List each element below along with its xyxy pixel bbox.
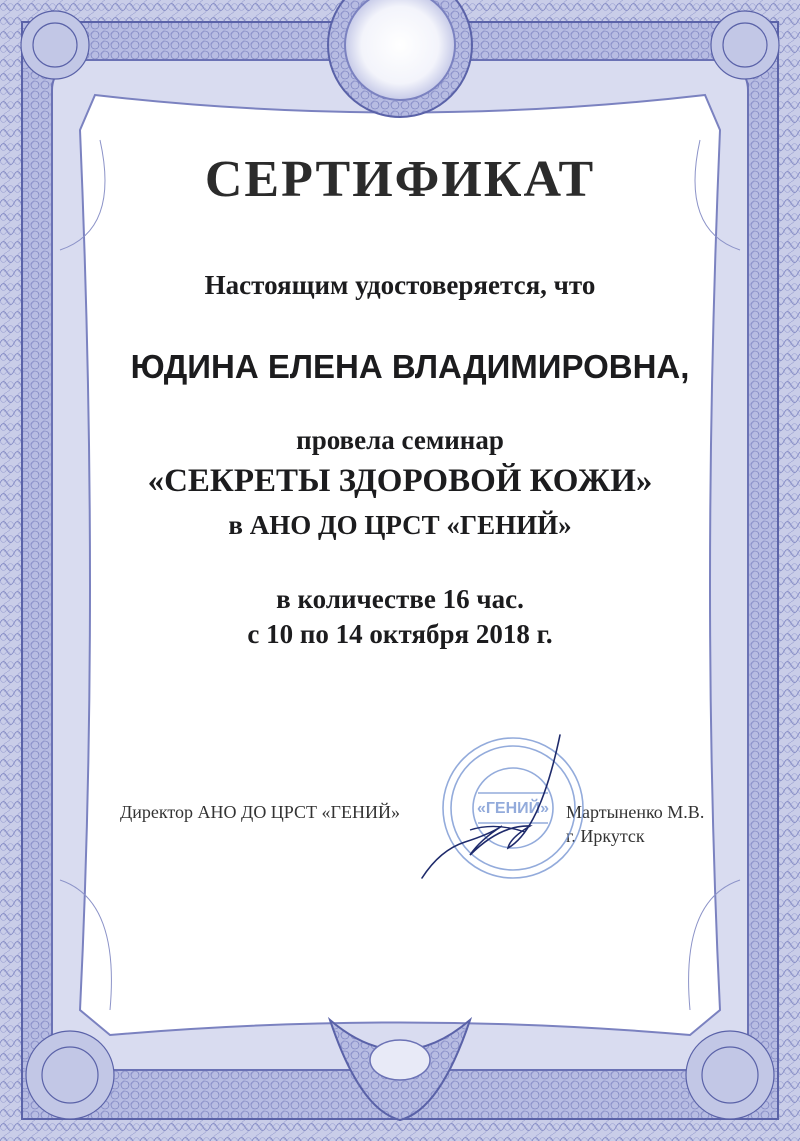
svg-text:«ГЕНИЙ»: «ГЕНИЙ» bbox=[476, 800, 550, 817]
action-text: провела семинар bbox=[296, 425, 504, 455]
signature-scribble bbox=[410, 730, 580, 890]
intro-text: Настоящим удостоверяется, что bbox=[204, 270, 596, 300]
dates-text: с 10 по 14 октября 2018 г. bbox=[247, 619, 553, 649]
organization-text: в АНО ДО ЦРСТ «ГЕНИЙ» bbox=[228, 510, 572, 540]
city-text: г. Иркутск bbox=[566, 826, 645, 846]
director-name: Мартыненко М.В. bbox=[566, 802, 705, 822]
seminar-topic: «СЕКРЕТЫ ЗДОРОВОЙ КОЖИ» bbox=[147, 463, 653, 499]
director-role: Директор АНО ДО ЦРСТ «ГЕНИЙ» bbox=[120, 802, 400, 822]
recipient-name: ЮДИНА ЕЛЕНА ВЛАДИМИРОВНА, bbox=[130, 348, 690, 385]
hours-text: в количестве 16 час. bbox=[276, 584, 524, 614]
certificate-title: СЕРТИФИКАТ bbox=[204, 151, 596, 208]
